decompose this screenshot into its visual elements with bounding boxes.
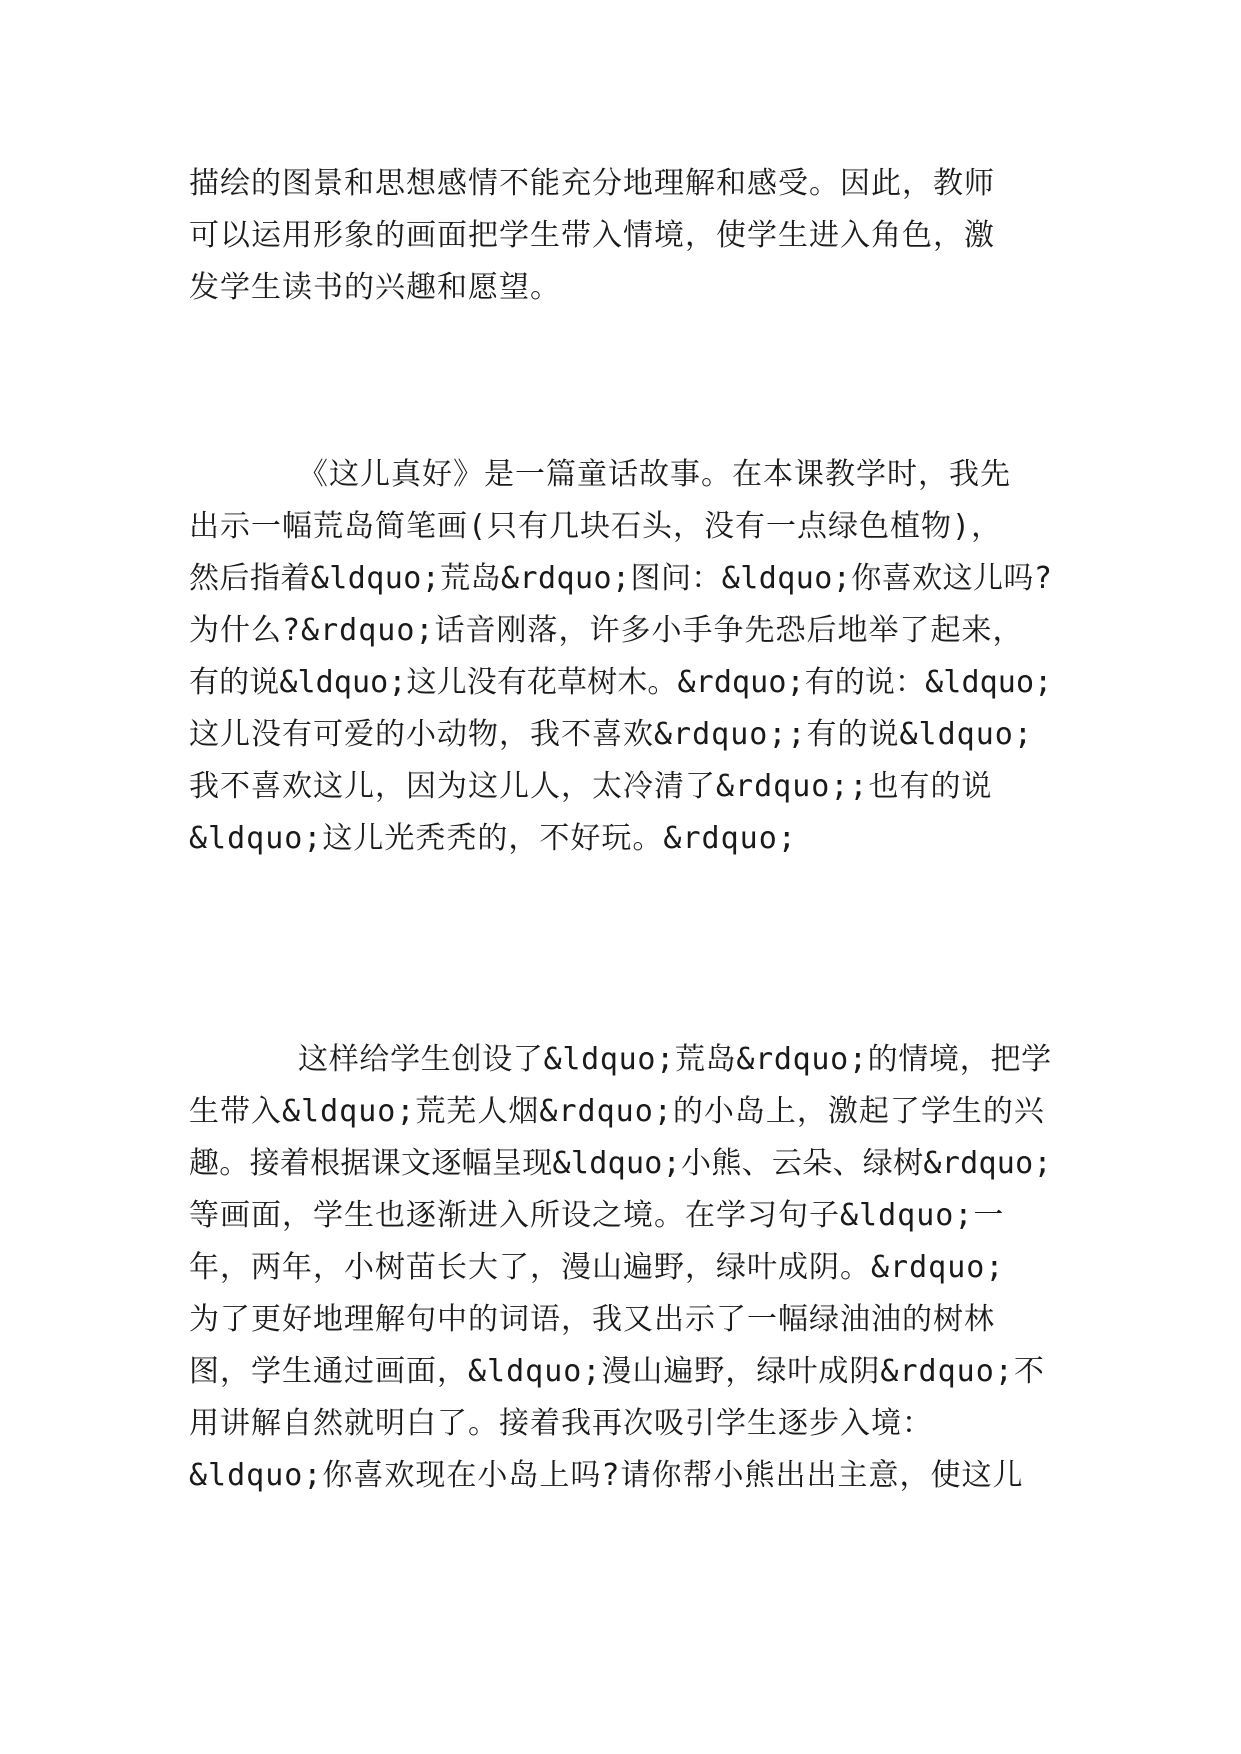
text-line: 年，两年，小树苗长大了，漫山遍野，绿叶成阴。&rdquo;	[189, 1250, 1005, 1285]
text-line: 可以运用形象的画面把学生带入情境，使学生进入角色，激	[189, 218, 995, 253]
text-line: 出示一幅荒岛简笔画(只有几块石头，没有一点绿色植物)，	[189, 509, 1003, 544]
text-line: &ldquo;你喜欢现在小岛上吗?请你帮小熊出出主意，使这儿	[189, 1458, 1024, 1493]
paragraph-1	[0, 164, 1241, 324]
text-line: 用讲解自然就明白了。接着我再次吸引学生逐步入境：	[189, 1406, 933, 1441]
text-line: 这样给学生创设了&ldquo;荒岛&rdquo;的情境，把学	[298, 1042, 1052, 1077]
text-line: 有的说&ldquo;这儿没有花草树木。&rdquo;有的说：&ldquo;	[189, 665, 1053, 700]
text-line: 然后指着&ldquo;荒岛&rdquo;图问：&ldquo;你喜欢这儿吗?	[189, 561, 1053, 596]
text-line: &ldquo;这儿光秃秃的，不好玩。&rdquo;	[189, 821, 797, 856]
text-line: 图，学生通过画面，&ldquo;漫山遍野，绿叶成阴&rdquo;不	[189, 1354, 1045, 1389]
text-line: 为什么?&rdquo;话音刚落，许多小手争先恐后地举了起来，	[189, 613, 1024, 648]
text-line: 《这儿真好》是一篇童话故事。在本课教学时，我先	[298, 457, 1011, 492]
text-line: 描绘的图景和思想感情不能充分地理解和感受。因此，教师	[189, 166, 995, 201]
text-line: 趣。接着根据课文逐幅呈现&ldquo;小熊、云朵、绿树&rdquo;	[189, 1146, 1052, 1181]
paragraph-2	[0, 455, 1241, 875]
text-line: 发学生读书的兴趣和愿望。	[189, 270, 561, 305]
paragraph-3	[0, 1040, 1241, 1560]
text-line: 为了更好地理解句中的词语，我又出示了一幅绿油油的树林	[189, 1302, 995, 1337]
text-line: 等画面，学生也逐渐进入所设之境。在学习句子&ldquo;一	[189, 1198, 1005, 1233]
text-line: 我不喜欢这儿，因为这儿人，太冷清了&rdquo;;也有的说	[189, 769, 993, 804]
text-line: 生带入&ldquo;荒芜人烟&rdquo;的小岛上，激起了学生的兴	[189, 1094, 1045, 1129]
text-line: 这儿没有可爱的小动物，我不喜欢&rdquo;;有的说&ldquo;	[189, 717, 1033, 752]
